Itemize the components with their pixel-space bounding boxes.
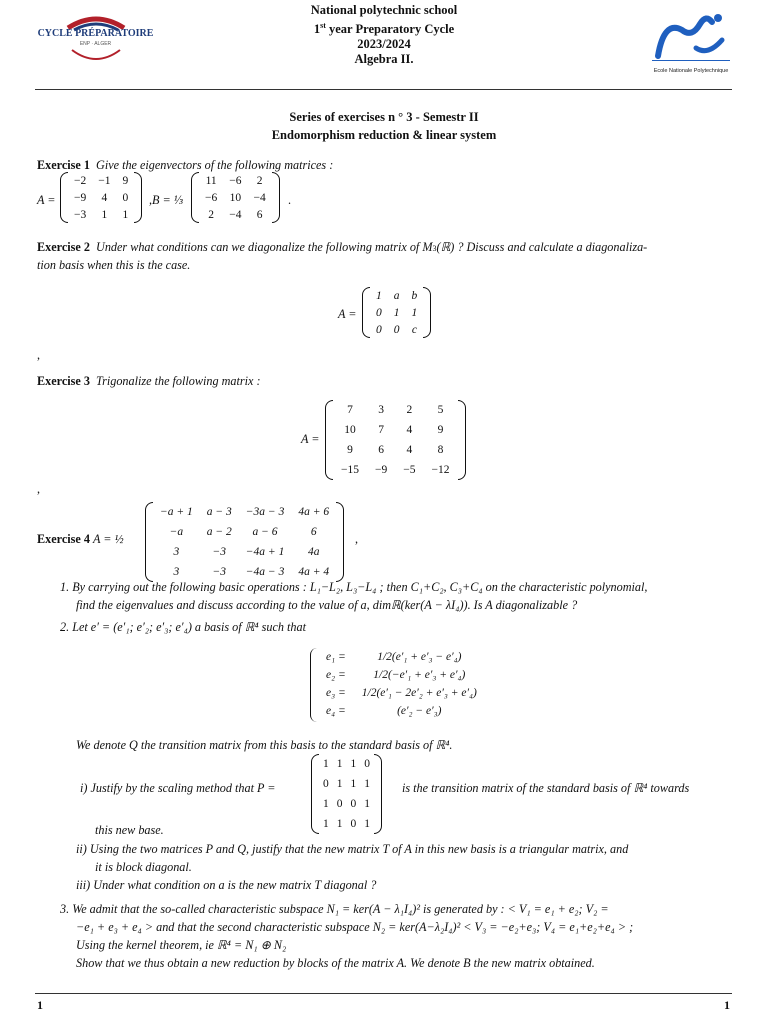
ex2-comma: , (37, 348, 41, 362)
header-school: National polytechnic school (310, 3, 458, 17)
exercise-1-statement: Exercise 1 Give the eigenvectors of the following matrices : (37, 158, 334, 172)
matrix-cell: 1 (101, 208, 108, 221)
matrix-cell: 1 (323, 798, 329, 810)
ex4-item-3: 3. We admit that the so-called characteristic subspace N₁ = ker(A − λ₁I₄)² is generated by : < V₁ = e₁ + e₂; V₂ = (60, 902, 609, 916)
matrix-cell: −4 (229, 208, 242, 221)
matrix-cell: −3 (212, 546, 227, 558)
ex4-item-1: 1. By carrying out the following basic operations : L₁−L₂, L₃−L₄ ; then C₁+C₂, C₃+C₄ on the characteristic polynomial, (60, 580, 648, 594)
matrix-cell: 1 (336, 778, 343, 790)
matrix-cell: 1/2(e′₁ + e′₃ − e′₄) (377, 651, 462, 663)
header-rule (35, 89, 732, 90)
matrix-cell: (e′₂ − e′₃) (397, 705, 442, 717)
ex4-denote-Q: We denote Q the transition matrix from this basis to the standard basis of ℝ⁴. (76, 738, 453, 752)
series-title: Series of exercises n ° 3 - Semestr II (289, 110, 479, 124)
ex1-matrix-B (191, 172, 280, 223)
cycle-preparatoire-logo (28, 6, 163, 72)
matrix-cell: 11 (205, 174, 217, 187)
ex1-A-label: A = (37, 193, 56, 207)
matrix-cell: 0 (376, 323, 382, 336)
matrix-cell: 2 (406, 404, 413, 416)
matrix-cell: 1 (350, 758, 357, 770)
matrix-cell: −3 (74, 208, 87, 221)
matrix-cell: e₄ = (326, 705, 346, 717)
ex4-matrix-A (145, 502, 344, 582)
matrix-cell: −4 (253, 191, 266, 204)
ex4-comma: , (355, 532, 359, 546)
matrix-cell: 4 (101, 191, 108, 204)
ex1-matrix-A (60, 172, 142, 223)
matrix-cell: 0 (393, 323, 400, 336)
matrix-cell: 0 (336, 798, 343, 810)
ex4-item-i-cont: is the transition matrix of the standard basis of ℝ⁴ towards (402, 781, 690, 795)
matrix-cell: 1 (376, 289, 382, 302)
matrix-cell: 3 (378, 404, 384, 416)
matrix-cell: −4a + 1 (245, 546, 285, 558)
logo-left-sub: ENP · ALGER (79, 41, 112, 47)
matrix-cell: 1 (336, 818, 343, 830)
matrix-cell: 4a (307, 546, 320, 558)
ex3-A-label: A = (301, 432, 320, 446)
matrix-cell: 3 (173, 566, 180, 578)
matrix-cell: 0 (364, 758, 370, 770)
header-year: 2023/2024 (357, 37, 411, 52)
ex3-comma: , (37, 482, 41, 496)
matrix-cell: 8 (437, 444, 444, 456)
exercise-3-statement: Exercise 3 Trigonalize the following matrix : (37, 374, 261, 388)
series-subtitle: Endomorphism reduction & linear system (271, 128, 497, 142)
matrix-cell: 6 (378, 444, 384, 456)
ex2-matrix-A (362, 287, 431, 338)
matrix-cell: 4 (406, 424, 413, 436)
matrix-cell: 4a + 6 (298, 506, 330, 518)
ex4-item-3-line4: Show that we thus obtain a new reduction by blocks of the matrix A. We denote B the new matrix obtained. (76, 956, 595, 970)
matrix-cell: a − 3 (206, 506, 232, 518)
ex1-period: . (288, 193, 292, 207)
matrix-cell: a − 2 (206, 526, 232, 538)
matrix-P (311, 754, 382, 834)
matrix-cell: −a (169, 526, 184, 538)
matrix-cell: −3a − 3 (245, 506, 285, 518)
matrix-cell: −6 (229, 174, 242, 187)
matrix-cell: 9 (347, 444, 353, 456)
ex4-item-3-line2: −e₁ + e₃ + e₄ > and that the second characteristic subspace N₂ = ker(A−λ₂I₄)² < V₃ = −e₂+e₃; V₄ = e₁+e₂+e₄ > ; (76, 920, 634, 934)
system-brace (310, 648, 317, 722)
matrix-cell: −5 (403, 464, 416, 476)
matrix-cell: 1 (364, 818, 370, 830)
matrix-cell: e₂ = (326, 669, 346, 681)
matrix-cell: 1 (411, 306, 418, 319)
ex4-item-ii: ii) Using the two matrices P and Q, justify that the new matrix T of A in this new basis is a triangular matrix, and (76, 842, 629, 856)
matrix-cell: 1 (323, 818, 329, 830)
matrix-cell: b (411, 289, 418, 302)
matrix-cell: 5 (437, 404, 444, 416)
ex4-item-ii-cont: it is block diagonal. (95, 860, 192, 874)
ex1-B-label: ,B = ⅓ (149, 193, 183, 207)
matrix-cell: 1 (336, 758, 343, 770)
matrix-cell: 0 (376, 306, 382, 319)
matrix-cell: −9 (375, 464, 388, 476)
exercise-4-label: Exercise 4 A = ½ (37, 532, 124, 546)
matrix-cell: 0 (122, 191, 129, 204)
matrix-cell: 9 (437, 424, 444, 436)
matrix-cell: e₃ = (326, 687, 346, 699)
matrix-cell: 10 (229, 191, 242, 204)
ex2-A-label: A = (338, 307, 357, 321)
matrix-cell: 2 (208, 208, 214, 221)
ex3-matrix-A (325, 400, 466, 480)
matrix-cell: 1 (364, 798, 370, 810)
matrix-cell: 7 (378, 424, 384, 436)
matrix-cell: −4a − 3 (245, 566, 285, 578)
matrix-cell: −a + 1 (160, 506, 193, 518)
matrix-cell: −15 (341, 464, 359, 476)
footer-page-right: 1 (724, 998, 730, 1012)
matrix-cell: 3 (173, 546, 180, 558)
header-course: Algebra II. (354, 52, 414, 67)
footer-rule (35, 993, 732, 994)
ex4-item-i: i) Justify by the scaling method that P = (80, 781, 276, 795)
matrix-cell: −9 (74, 191, 87, 204)
matrix-cell: −2 (74, 174, 87, 187)
matrix-cell: 4 (406, 444, 413, 456)
matrix-cell: 0 (350, 818, 357, 830)
basis-system (318, 648, 485, 720)
matrix-cell: −12 (431, 464, 450, 476)
matrix-cell: 10 (344, 424, 356, 436)
matrix-cell: 9 (122, 174, 129, 187)
exercise-2-statement-cont: tion basis when this is the case. (37, 258, 191, 272)
enp-logo (648, 10, 734, 78)
ex4-item-i-end: this new base. (95, 823, 164, 837)
ex4-item-iii: iii) Under what condition on a is the new matrix T diagonal ? (76, 878, 377, 892)
matrix-cell: 1/2(e′₁ − 2e′₂ + e′₃ + e′₄) (361, 687, 477, 699)
matrix-cell: −3 (212, 566, 227, 578)
matrix-cell: e₁ = (326, 651, 346, 663)
footer-page-left: 1 (37, 998, 43, 1012)
matrix-cell: 1/2(−e′₁ + e′₃ + e′₄) (373, 669, 466, 681)
header-cycle: 1st year Preparatory Cycle (313, 21, 455, 37)
matrix-cell: 6 (310, 526, 317, 538)
matrix-cell: 1 (323, 758, 329, 770)
matrix-cell: c (411, 323, 417, 336)
matrix-cell: 0 (350, 798, 357, 810)
matrix-cell: −6 (205, 191, 218, 204)
matrix-cell: 7 (347, 404, 353, 416)
matrix-cell: a (393, 289, 400, 302)
logo-left-text: CYCLE PRÉPARATOIRE (37, 28, 154, 39)
logo-right-text: Ecole Nationale Polytechnique (653, 68, 729, 74)
header-block (234, 3, 534, 67)
ex4-item-3-line3: Using the kernel theorem, ie ℝ⁴ = N₁ ⊕ N₂ (76, 938, 287, 952)
matrix-cell: −1 (98, 174, 111, 187)
matrix-cell: 2 (256, 174, 263, 187)
matrix-cell: 0 (323, 778, 329, 790)
matrix-cell: 1 (393, 306, 400, 319)
matrix-cell: 1 (122, 208, 129, 221)
ex4-item-2: 2. Let e′ = (e′₁; e′₂; e′₃; e′₄) a basis of ℝ⁴ such that (60, 620, 306, 634)
matrix-cell: 4a + 4 (298, 566, 330, 578)
matrix-cell: 1 (350, 778, 357, 790)
matrix-cell: a − 6 (252, 526, 278, 538)
ex4-item-1-cont: find the eigenvalues and discuss according to the value of a, dimℝ(ker(A − λI₄)). Is A diagonalizable ? (76, 598, 578, 612)
matrix-cell: 1 (364, 778, 370, 790)
matrix-cell: 6 (256, 208, 263, 221)
exercise-2-statement: Exercise 2 Under what conditions can we diagonalize the following matrix of M3(ℝ) ? Discuss and calculate a diagonaliza- (37, 240, 648, 254)
